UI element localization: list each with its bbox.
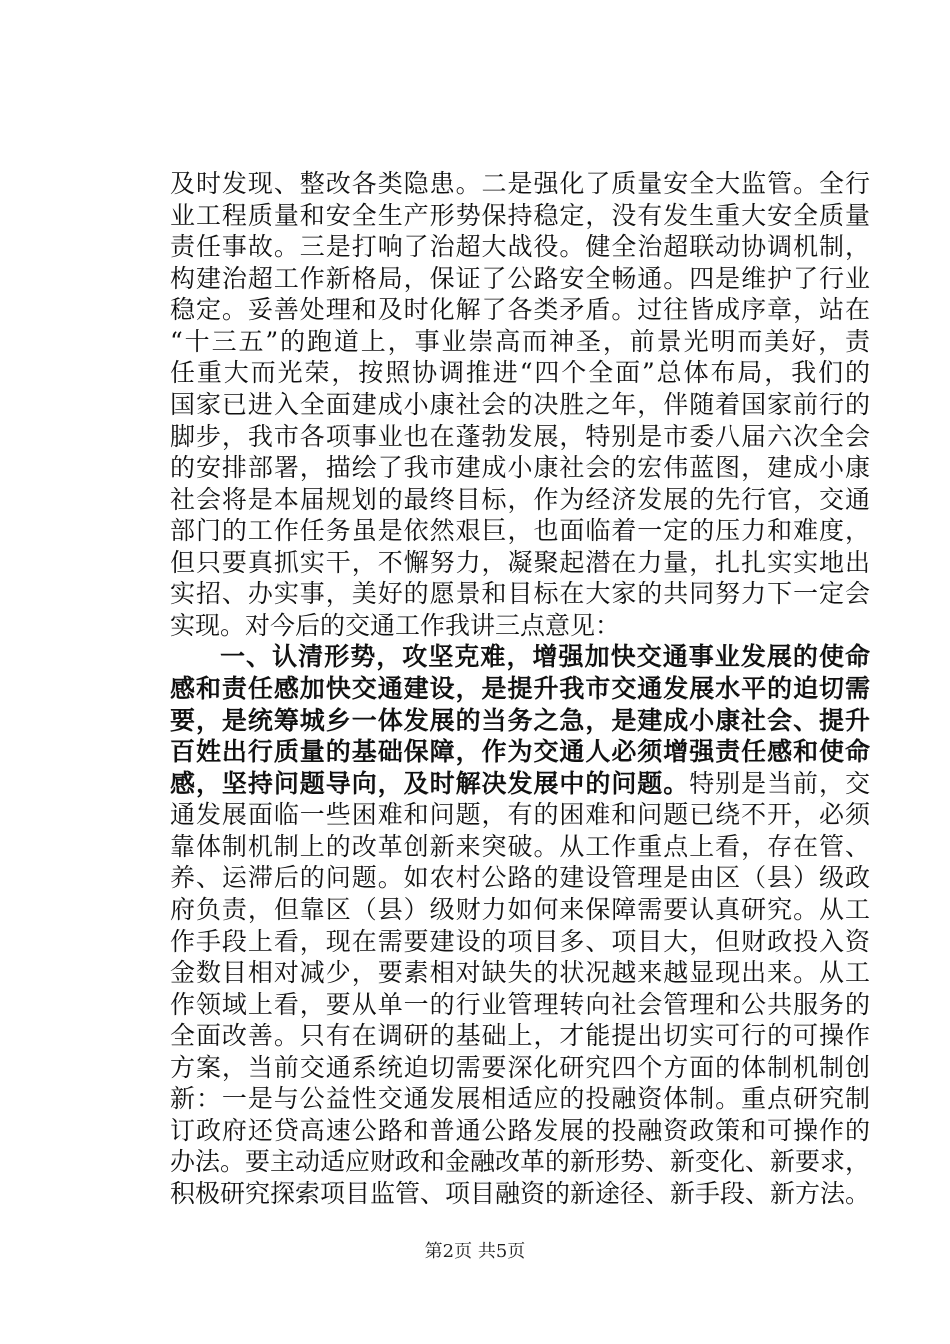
body-text-line: 及时发现、整改各类隐患。二是强化了质量安全大监管。全行 [170, 169, 870, 198]
body-text-fragment: 特别是当前，交 [689, 769, 870, 798]
body-text-line: 部门的工作任务虽是依然艰巨，也面临着一定的压力和难度， [170, 516, 870, 545]
body-text-line: 业工程质量和安全生产形势保持稳定，没有发生重大安全质量 [170, 201, 870, 230]
section-heading-line: 一、认清形势，攻坚克难，增强加快交通事业发展的使命 [220, 642, 870, 671]
body-text-line: 的安排部署，描绘了我市建成小康社会的宏伟蓝图，建成小康 [170, 453, 870, 482]
body-text-line: 全面改善。只有在调研的基础上，才能提出切实可行的可操作 [170, 1021, 870, 1050]
body-text-line: 靠体制机制上的改革创新来突破。从工作重点上看，存在管、 [170, 832, 870, 861]
body-text-line: 金数目相对减少，要素相对缺失的状况越来越显现出来。从工 [170, 958, 870, 987]
body-text-line: 积极研究探索项目监管、项目融资的新途径、新手段、新方法。 [170, 1179, 870, 1208]
page-number-footer: 第2页 共5页 [424, 1241, 526, 1262]
body-text-line: 任重大而光荣，按照协调推进“四个全面”总体布局，我们的 [170, 358, 870, 387]
body-text-line: 脚步，我市各项事业也在蓬勃发展，特别是市委八届六次全会 [170, 422, 870, 451]
body-text-line: 实招、办实事，美好的愿景和目标在大家的共同努力下一定会 [170, 579, 870, 608]
body-text-line: “十三五”的跑道上，事业崇高而神圣，前景光明而美好，责 [170, 327, 870, 356]
body-text-line: 府负责，但靠区（县）级财力如何来保障需要认真研究。从工 [170, 895, 870, 924]
body-text-line: 作手段上看，现在需要建设的项目多、项目大，但财政投入资 [170, 927, 870, 956]
body-text-line: 实现。对今后的交通工作我讲三点意见： [170, 611, 621, 640]
body-text-line: 社会将是本届规划的最终目标，作为经济发展的先行官，交通 [170, 485, 870, 514]
body-text-line: 新：一是与公益性交通发展相适应的投融资体制。重点研究制 [170, 1084, 870, 1113]
section-heading-tail: 感，坚持问题导向，及时解决发展中的问题。 [170, 769, 690, 798]
section-heading-line: 要，是统筹城乡一体发展的当务之急，是建成小康社会、提升 [170, 706, 870, 735]
body-text-line: 稳定。妥善处理和及时化解了各类矛盾。过往皆成序章，站在 [170, 295, 870, 324]
body-text-line: 但只要真抓实干，不懈努力，凝聚起潜在力量，扎扎实实地出 [170, 548, 870, 577]
section-heading-line: 感和责任感加快交通建设，是提升我市交通发展水平的迫切需 [170, 674, 870, 703]
section-heading-line: 百姓出行质量的基础保障，作为交通人必须增强责任感和使命 [170, 737, 870, 766]
body-text-line: 订政府还贷高速公路和普通公路发展的投融资政策和可操作的 [170, 1116, 870, 1145]
body-text-line: 作领域上看，要从单一的行业管理转向社会管理和公共服务的 [170, 990, 870, 1019]
body-text-line: 办法。要主动适应财政和金融改革的新形势、新变化、新要求， [170, 1147, 870, 1176]
body-text-line: 国家已进入全面建成小康社会的决胜之年，伴随着国家前行的 [170, 390, 870, 419]
body-text-line: 养、运滞后的问题。如农村公路的建设管理是由区（县）级政 [170, 863, 870, 892]
body-text-line: 通发展面临一些困难和问题，有的困难和问题已绕不开，必须 [170, 800, 870, 829]
mixed-text-line [170, 767, 870, 801]
body-text-line: 方案，当前交通系统迫切需要深化研究四个方面的体制机制创 [170, 1053, 870, 1082]
body-text-line: 构建治超工作新格局，保证了公路安全畅通。四是维护了行业 [170, 264, 870, 293]
body-text-line: 责任事故。三是打响了治超大战役。健全治超联动协调机制， [170, 232, 870, 261]
